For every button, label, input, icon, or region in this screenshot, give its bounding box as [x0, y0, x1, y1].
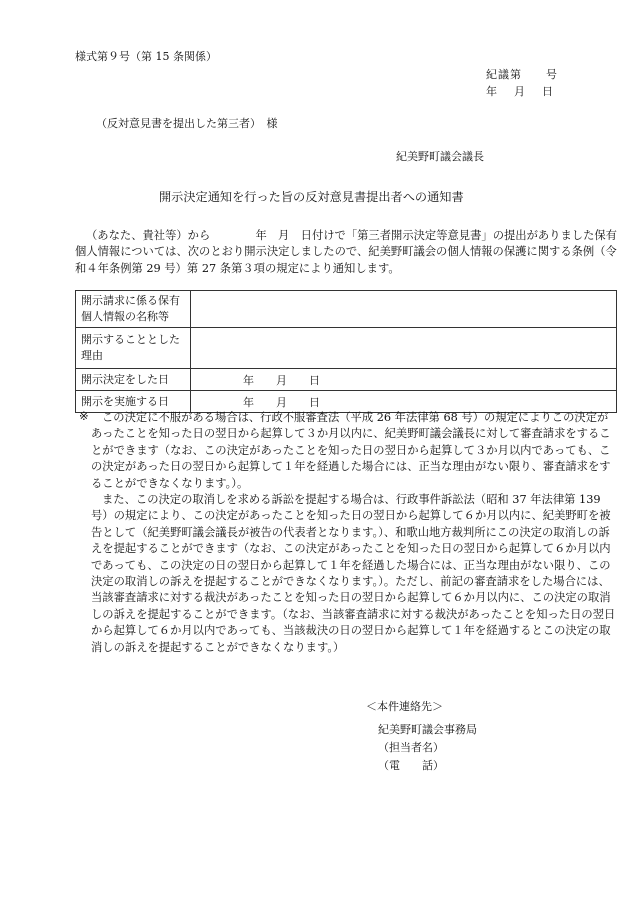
info-table	[75, 290, 617, 413]
row-value	[191, 369, 617, 391]
document-title: 開示決定通知を行った旨の反対意見書提出者への通知書	[159, 190, 464, 204]
sender: 紀美野町議会議長	[396, 150, 484, 163]
note-mark: ※	[79, 410, 89, 423]
intro-paragraph: （あなた、貴社等）から 年 月 日付けで「第三者開示決定等意見書」の提出がありました保有個人情報については、次のとおり開示決定しましたので、紀美野町議会の個人情報の保護に関する条例（令和４年条例第 29 号）第 27 条第３項の規定により通知します。	[75, 229, 617, 275]
contact-office: 紀美野町議会事務局	[378, 723, 477, 736]
row-label: 開示請求に係る保有 個人情報の名称等	[76, 291, 191, 328]
contact-heading: ＜本件連絡先＞	[366, 700, 443, 713]
form-number: 様式第９号（第 15 条関係）	[75, 50, 217, 63]
row-value	[191, 291, 617, 328]
contact-phone: （電 話）	[378, 759, 444, 772]
contact-person: （担当者名）	[378, 741, 444, 754]
row-value	[191, 328, 617, 369]
row-label: 開示決定をした日	[76, 369, 191, 391]
row-label: 開示することとした 理由	[76, 328, 191, 369]
recipient: （反対意見書を提出した第三者） 様	[96, 117, 278, 130]
issue-date: 年 月 日	[486, 85, 556, 98]
note-paragraph-2: また、この決定の取消しを求める訴訟を提起する場合は、行政事件訴訟法（昭和 37 年法律第 139 号）の規定により、この決定があったことを知った日の翌日から起算して６か月以内に、紀美野町を被告として（紀美野町議会議長が被告の代表者となります。）、和歌山地方裁判所にこの決定の取消しの訴えを提起することができます（なお、この決定があったことを知った日の翌日から起算して６か月以内であっても、この決定の日の翌日から起算して１年を経過した場合には、正当な理由がない限り、この決定の取消しの訴えを提起することができなくなります。）。ただし、前記の審査請求をした場合には、当該審査請求に対する裁決があったことを知った日の翌日から起算して６か月以内に、この決定の取消しの訴えを提起することができます。（なお、当該審査請求に対する裁決があったことを知った日の翌日から起算して６か月以内であっても、当該裁決の日の翌日から起算して１年を経過するとこの決定の取消しの訴えを提起することができなくなります。）	[91, 493, 616, 654]
table-row	[76, 369, 617, 391]
table-row	[76, 291, 617, 328]
decision-date-value: 年 月 日	[243, 373, 320, 387]
note-paragraph-1: この決定に不服がある場合は、行政不服審査法（平成 26 年法律第 68 号）の規定によりこの決定があったことを知った日の翌日から起算して３か月以内に、紀美野町議会議長に対して審査請求をすることができます（なお、この決定があったことを知った日の翌日から起算して３か月以内であっても、この決定があった日の翌日から起算して１年を経過した場合には、正当な理由がない限り、審査請求をすることができなくなります。）。	[91, 411, 611, 490]
reference-number: 紀議第 号	[486, 68, 558, 81]
row-label: 開示を実施する日	[76, 391, 191, 413]
implementation-date-value: 年 月 日	[243, 395, 320, 409]
table-row	[76, 328, 617, 369]
